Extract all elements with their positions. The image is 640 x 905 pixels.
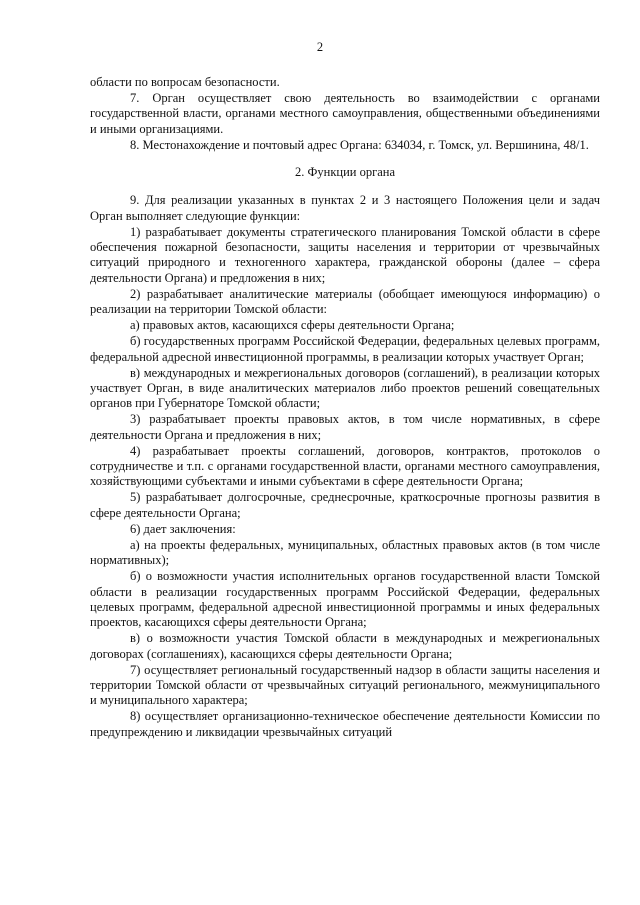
paragraph-item-9: 9. Для реализации указанных в пунктах 2 и 3 настоящего Положения цели и задач Орган выполняет следующие функции: [90, 193, 600, 223]
document-body [90, 75, 600, 741]
paragraph-item-8: 8. Местонахождение и почтовый адрес Органа: 634034, г. Томск, ул. Вершинина, 48/1. [130, 137, 589, 152]
function-item-6: 6) дает заключения: [130, 521, 236, 536]
function-item-6v: в) о возможности участия Томской области в международных и межрегиональных договорах (соглашениях), касающихся сферы деятельности Органа; [90, 631, 600, 661]
function-item-5: 5) разрабатывает долгосрочные, среднесрочные, краткосрочные прогнозы развития в сфере деятельности Органа; [90, 490, 600, 520]
function-item-2: 2) разрабатывает аналитические материалы (обобщает имеющуюся информацию) о реализации на территории Томской области: [90, 286, 600, 317]
function-item-2b: б) государственных программ Российской Федерации, федеральных целевых программ, федеральной адресной инвестиционной программы, в реализации которых участвует Орган; [90, 334, 600, 364]
function-item-2v: в) международных и межрегиональных договоров (соглашений), в реализации которых участвует Орган, в виде аналитических материалов либо проектов решений совещательных органов при Губернаторе Томской области; [90, 365, 600, 411]
function-item-4: 4) разрабатывает проекты соглашений, договоров, контрактов, протоколов о сотрудничестве и т.п. с органами государственной власти, органами местного самоуправления, хозяйствующими субъектами и иными субъектами в сфере деятельности Органа; [90, 443, 600, 489]
function-item-8: 8) осуществляет организационно-техническое обеспечение деятельности Комиссии по предупреждению и ликвидации чрезвычайных ситуаций [90, 709, 600, 739]
function-item-3: 3) разрабатывает проекты правовых актов, в том числе нормативных, в сфере деятельности Органа и предложения в них; [90, 412, 600, 442]
page-number: 2 [316, 40, 324, 54]
paragraph-continuation: области по вопросам безопасности. [90, 75, 280, 89]
function-item-1: 1) разрабатывает документы стратегического планирования Томской области в сфере обеспечения пожарной безопасности, защиты населения и территории от чрезвычайных ситуаций природного и техногенного характера, гражданской обороны (далее – сфера деятельности Органа) и предложения в них; [90, 224, 600, 285]
function-item-6a: а) на проекты федеральных, муниципальных, областных правовых актов (в том числе нормативных); [90, 537, 600, 568]
function-item-7: 7) осуществляет региональный государственный надзор в области защиты населения и территории Томской области от чрезвычайных ситуаций регионального, межмуниципального и муниципального характера; [90, 662, 600, 708]
function-item-2a: а) правовых актов, касающихся сферы деятельности Органа; [130, 318, 455, 333]
function-item-6b: б) о возможности участия исполнительных органов государственной власти Томской области в реализации государственных программ Российской Федерации, федеральных целевых программ, федеральной адресной инвестиционной программы и иных федеральных проектов, касающихся сферы деятельности Органа; [90, 569, 600, 630]
section-heading: 2. Функции органа [295, 165, 395, 180]
paragraph-item-7: 7. Орган осуществляет свою деятельность во взаимодействии с органами государственной власти, органами местного самоуправления, общественными объединениями и иными организациями. [90, 91, 600, 136]
